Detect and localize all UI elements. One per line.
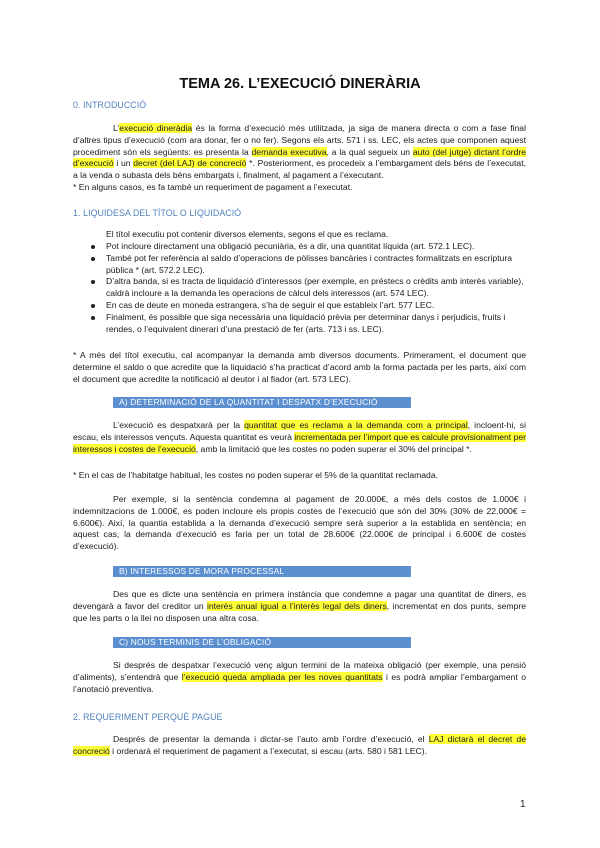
list-item-text: En cas de deute en moneda estrangera, s’ha de seguir el que estableix l’art. 577 LEC. xyxy=(106,299,435,310)
determinacio-paragraph xyxy=(73,420,526,455)
text-run: , incrementat en dos punts, sempre que les parts o la llei no disposen una altra cosa. xyxy=(73,600,526,623)
text-run: Des que es dicte una sentència en primera instància que condemne a pagar una quantitat de diners, es devengarà a favor del creditor un xyxy=(73,589,526,611)
terminis-paragraph xyxy=(73,660,526,695)
example-paragraph: Per exemple, si la sentència condemna al pagament de 20.000€, a més dels costos de 1.000€ i indemnitzacions de 1.000€, es poden incloure els propis costes de l’execució que són del 30% (30% de 22.000€ = 6.600€). Així, la quantia establida a la demanda d’execució sempre serà superior a la establida en sentència; en aquest cas, la demanda d’execució es faria per un total de 28.600€ (22.000€ de principal i 6.600€ de costes d’execució). xyxy=(73,494,526,552)
highlighted-text: incrementada per l’import que es calcule provisionalment per interessos i costes de l’execució xyxy=(73,431,527,454)
section-heading-introduccio: 0. INTRODUCCIÓ xyxy=(73,100,147,110)
text-run: Si després de despatxar l’execució venç algun termini de la mateixa obligació (per exemple, una pensió d’aliments), s’entendrà que xyxy=(73,660,526,682)
text-run: Després de presentar la demanda i dictar-se l’auto amb l’ordre d’execució, el xyxy=(113,734,429,744)
subsection-heading-terminis: C) NOUS TERMINIS DE L’OBLIGACIÓ xyxy=(113,637,411,648)
intro-paragraph xyxy=(73,123,526,182)
intro-footnote: * En alguns casos, es fa també un requeriment de pagament a l’executat. xyxy=(73,182,353,192)
interessos-paragraph xyxy=(73,589,526,624)
requeriment-paragraph xyxy=(73,734,526,758)
list-item xyxy=(106,312,526,336)
highlighted-text: interès anual igual a l’interès legal dels diners xyxy=(206,600,387,611)
section-heading-liquidesa: 1. LIQUIDESA DEL TÍTOL O LIQUIDACIÓ xyxy=(73,208,242,218)
bullet-icon xyxy=(91,257,95,261)
text-run: L’execució es despatxarà per la xyxy=(113,420,245,430)
liquidesa-intro: El títol executiu pot contenir diversos elements, segons el que es reclama. xyxy=(106,229,389,239)
text-run: i es podrà ampliar l’embargament o l’anotació preventiva. xyxy=(73,671,526,694)
highlighted-text: LAJ dictarà el decret de concreció xyxy=(73,734,526,756)
page-number: 1 xyxy=(520,799,526,810)
highlighted-text: auto (del jutge) dictant l’ordre d’execució xyxy=(73,146,527,169)
list-item xyxy=(106,276,526,300)
bullet-icon xyxy=(91,304,95,308)
text-run: L’ xyxy=(113,123,120,133)
liquidesa-footnote: * A més del títol executiu, cal acompanyar la demanda amb diversos documents. Primerament, el document que determine el saldo o que acredite que la liquidació s’ha practicat d’acord amb la forma pactada per les parts, així com el document que acredite la notificació al deutor i al fiador (art. 573 LEC). xyxy=(73,350,526,384)
list-item xyxy=(106,241,526,253)
bullet-icon xyxy=(91,280,95,284)
highlighted-text: execució dineràdia xyxy=(119,123,193,133)
list-item xyxy=(106,300,526,312)
list-item-text: També pot fer referència al saldo d’operacions de pòlisses bancàries i contractes formalitzats en escriptura pública * (art. 572.2 LEC). xyxy=(106,252,513,275)
determinacio-footnote: * En el cas de l’habitatge habitual, les costes no poden superar el 5% de la quantitat reclamada. xyxy=(73,470,438,480)
subsection-heading-determinacio: A) DETERMINACIÓ DE LA QUANTITAT I DESPATX D’EXECUCIÓ xyxy=(113,397,411,408)
bullet-icon xyxy=(91,245,95,249)
text-run: és la forma d’execució més utilitzada, ja siga de manera directa o com a fase final d’altres tipus d’execució (com ara donar, fer o no fer). Segons els arts. 571 i ss. LEC, els actes que componen aquest procediment són els següents: es presenta la xyxy=(73,123,526,157)
subsection-heading-interessos: B) INTERESSOS DE MORA PROCESSAL xyxy=(113,566,411,577)
text-run: , amb la limitació que les costes no poden superar el 30% del principal *. xyxy=(195,443,472,454)
list-item-text: Finalment, és possible que siga necessària una liquidació prèvia per determinar danys i perjudicis, fruits i rendes, o l’equivalent dinerari d’una prestació de fer (arts. 713 i ss. LEC). xyxy=(106,311,506,334)
highlighted-text: l’execució queda ampliada per les noves quantitats xyxy=(181,671,383,682)
text-run: i un xyxy=(113,158,134,169)
list-item-text: D’altra banda, si es tracta de liquidació d’interessos (per exemple, en préstecs o crèdits amb interès variable), caldrà incloure a la demanda les operacions de càlcul dels interessos (art. 574 LEC). xyxy=(106,276,524,299)
text-run: i ordenarà el requeriment de pagament a l’executat, si escau (arts. 580 i 581 LEC). xyxy=(109,745,427,756)
highlighted-text: demanda executiva xyxy=(251,146,327,157)
text-run: , a la qual segueix un xyxy=(326,146,413,157)
section-heading-requeriment: 2. REQUERIMENT PERQUÈ PAGUE xyxy=(73,712,223,722)
list-item xyxy=(106,253,526,277)
bullet-icon xyxy=(91,316,95,320)
highlighted-text: quantitat que es reclama a la demanda com a principal xyxy=(244,420,468,430)
text-run: , incloent-hi, si escau, els interessos vençuts. Aquesta quantitat es veurà xyxy=(73,420,526,442)
list-item-text: Pot incloure directament una obligació pecuniària, és a dir, una quantitat líquida (art. 572.1 LEC). xyxy=(106,241,475,251)
document-title: TEMA 26. L’EXECUCIÓ DINERÀRIA xyxy=(179,76,421,92)
highlighted-text: decret (del LAJ) de concreció xyxy=(133,158,247,169)
text-run: *. Posteriorment, es procedeix a l’embargament dels béns de l’executat, a la venda o subasta dels béns embargats i, finalment, al pagament a l’executant. xyxy=(73,158,526,181)
liquidesa-list xyxy=(106,241,526,335)
